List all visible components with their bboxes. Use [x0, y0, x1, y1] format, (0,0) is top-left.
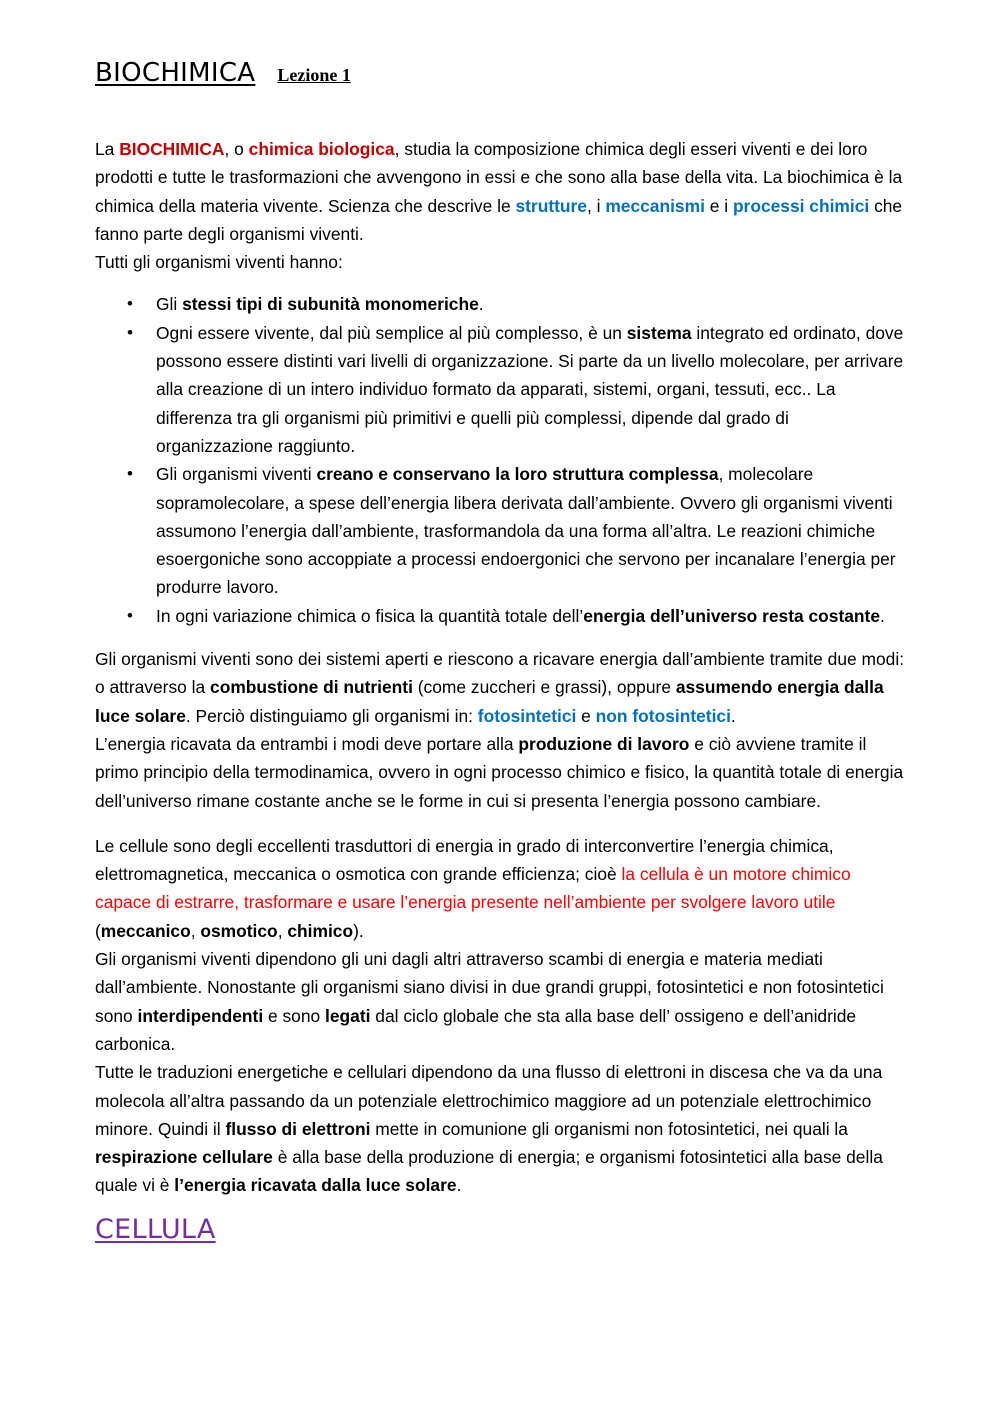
list-text: . — [880, 605, 885, 626]
intro-text: , o — [224, 139, 249, 159]
bullet-icon: • — [127, 464, 133, 484]
cells-text: . — [456, 1175, 462, 1196]
chimica-biologica-term: chimica biologica — [248, 139, 395, 159]
lesson-label: Lezione 1 — [277, 65, 351, 85]
energy-text: (come zuccheri e grassi), oppure — [412, 677, 676, 698]
cells-bold-text: l’energia ricavata dalla luce solare — [174, 1175, 457, 1196]
energy-bold-text: produzione di lavoro — [518, 733, 690, 754]
list-bold-text: sistema — [626, 322, 692, 343]
cells-bold-text: meccanico — [100, 920, 191, 941]
list-bold-text: energia dell’universo resta costante — [583, 605, 881, 626]
list-text: Gli — [156, 294, 183, 315]
title-row — [95, 58, 907, 98]
intro-text: e i — [704, 195, 733, 216]
cells-text: ). — [353, 920, 364, 941]
list-bold-text: creano e conservano la loro struttura complessa — [316, 464, 719, 485]
processi-chimici-term: processi chimici — [732, 195, 870, 216]
intro-text: La — [95, 139, 120, 159]
list-item — [95, 460, 907, 601]
cells-text: Tutte le traduzioni energetiche e cellulari dipendono da una flusso di elettroni in discesa che va da una molecola all’altra passando da un potenziale elettrochimico maggiore ad un potenziale elettrochimico minore. Quindi il — [95, 1062, 883, 1139]
energy-bold-text: combustione di nutrienti — [210, 677, 413, 698]
document-title: BIOCHIMICA — [95, 58, 256, 88]
list-text: , molecolare sopramolecolare, a spese dell’energia libera derivata dall’ambiente. Ovvero gli organismi viventi assumono l’energia dall’ambiente, trasformandola da una forma all’altra. Le reazioni chimiche esoergoniche sono accoppiate a processi endoergonici che servono per incanalare l’energia per produrre lavoro. — [156, 464, 896, 598]
meccanismi-term: meccanismi — [605, 195, 705, 216]
cells-bold-text: legati — [325, 1005, 371, 1026]
intro-text: che fanno parte degli organismi viventi. — [95, 195, 903, 244]
cells-paragraph — [95, 832, 907, 1200]
cells-bold-text: chimico — [287, 920, 354, 941]
cells-bold-text: flusso di elettroni — [225, 1118, 371, 1139]
energy-text: e ciò avviene tramite il primo principio della termodinamica, ovvero in ogni processo chimico e fisico, la quantità totale di energia dell’universo rimane costante anche se le forme in cui si presenta l’energia possono cambiare. — [95, 733, 904, 811]
intro-lead-in: Tutti gli organismi viventi hanno: — [95, 252, 343, 273]
cells-text: e sono — [263, 1005, 326, 1026]
document-content — [95, 58, 907, 1245]
biochimica-term: BIOCHIMICA — [119, 139, 225, 159]
bullet-icon: • — [127, 294, 133, 314]
bullet-icon: • — [127, 322, 133, 342]
list-item — [95, 319, 907, 460]
cells-bold-text: interdipendenti — [137, 1005, 264, 1026]
energy-text: L’energia ricavata da entrambi i modi deve portare alla — [95, 733, 519, 754]
fotosintetici-term: fotosintetici — [477, 705, 577, 726]
list-item — [95, 290, 907, 318]
list-item — [95, 602, 907, 630]
intro-text: , studia la composizione chimica degli esseri viventi e dei loro prodotti e tutte le trasformazioni che avvengono in essi e che sono alla base della vita. La biochimica è la chimica della materia vivente. Scienza che descrive le — [95, 139, 903, 216]
energy-text: . Perciò distinguiamo gli organismi in: — [185, 705, 478, 726]
cells-text: ( — [95, 920, 101, 941]
bullet-icon: • — [127, 605, 133, 625]
section-heading-cellula: CELLULA — [95, 1213, 216, 1245]
energy-bold-text: assumendo energia dalla luce solare — [95, 677, 884, 726]
properties-list — [95, 290, 907, 630]
energy-text: Gli organismi viventi sono dei sistemi aperti e riescono a ricavare energia dall’ambiente tramite due modi: o attraverso la — [95, 649, 905, 698]
energy-paragraph — [95, 645, 907, 815]
cell-motor-highlight: la cellula è un motore chimico capace di estrarre, trasformare e usare l’energia presente nell’ambiente per svolgere lavoro utile — [95, 864, 851, 913]
cells-text: , — [190, 920, 201, 941]
list-text: . — [478, 294, 484, 315]
cells-text: dal ciclo globale che sta alla base dell’ ossigeno e dell’anidride carbonica. — [95, 1005, 857, 1054]
list-bold-text: stessi tipi di subunità monomeriche — [182, 294, 479, 315]
energy-text: . — [730, 705, 736, 726]
intro-paragraph — [95, 135, 907, 276]
cells-text: Le cellule sono degli eccellenti trasduttori di energia in grado di interconvertire l’energia chimica, elettromagnetica, meccanica o osmotica con grande efficienza; cioè — [95, 835, 834, 885]
list-text: Ogni essere vivente, dal più semplice al più complesso, è un — [156, 322, 627, 343]
cells-text: mette in comunione gli organismi non fotosintetici, nei quali la — [370, 1118, 848, 1139]
list-text: Gli organismi viventi — [156, 464, 317, 485]
cells-bold-text: osmotico — [200, 920, 278, 941]
list-text: integrato ed ordinato, dove possono essere distinti vari livelli di organizzazione. Si parte da un livello molecolare, per arrivare alla creazione di un intero individuo formato da apparati, sistemi, organi, tessuti, ecc.. La differenza tra gli organismi più primitivi e quelli più complessi, dipende dal grado di organizzazione raggiunto. — [156, 322, 904, 456]
cells-text: è alla base della produzione di energia; e organismi fotosintetici alla base della quale vi è — [95, 1147, 883, 1196]
intro-text: , i — [586, 195, 606, 216]
cells-text: Gli organismi viventi dipendono gli uni dagli altri attraverso scambi di energia e materia mediati dall’ambiente. Nonostante gli organismi siano divisi in due grandi gruppi, fotosintetici e non fotosintetici sono — [95, 949, 884, 1026]
non-fotosintetici-term: non fotosintetici — [595, 705, 731, 726]
energy-text: e — [576, 705, 596, 726]
strutture-term: strutture — [515, 195, 587, 216]
list-text: In ogni variazione chimica o fisica la quantità totale dell’ — [156, 605, 584, 626]
cells-text: , — [277, 920, 288, 941]
cells-bold-text: respirazione cellulare — [95, 1147, 273, 1168]
